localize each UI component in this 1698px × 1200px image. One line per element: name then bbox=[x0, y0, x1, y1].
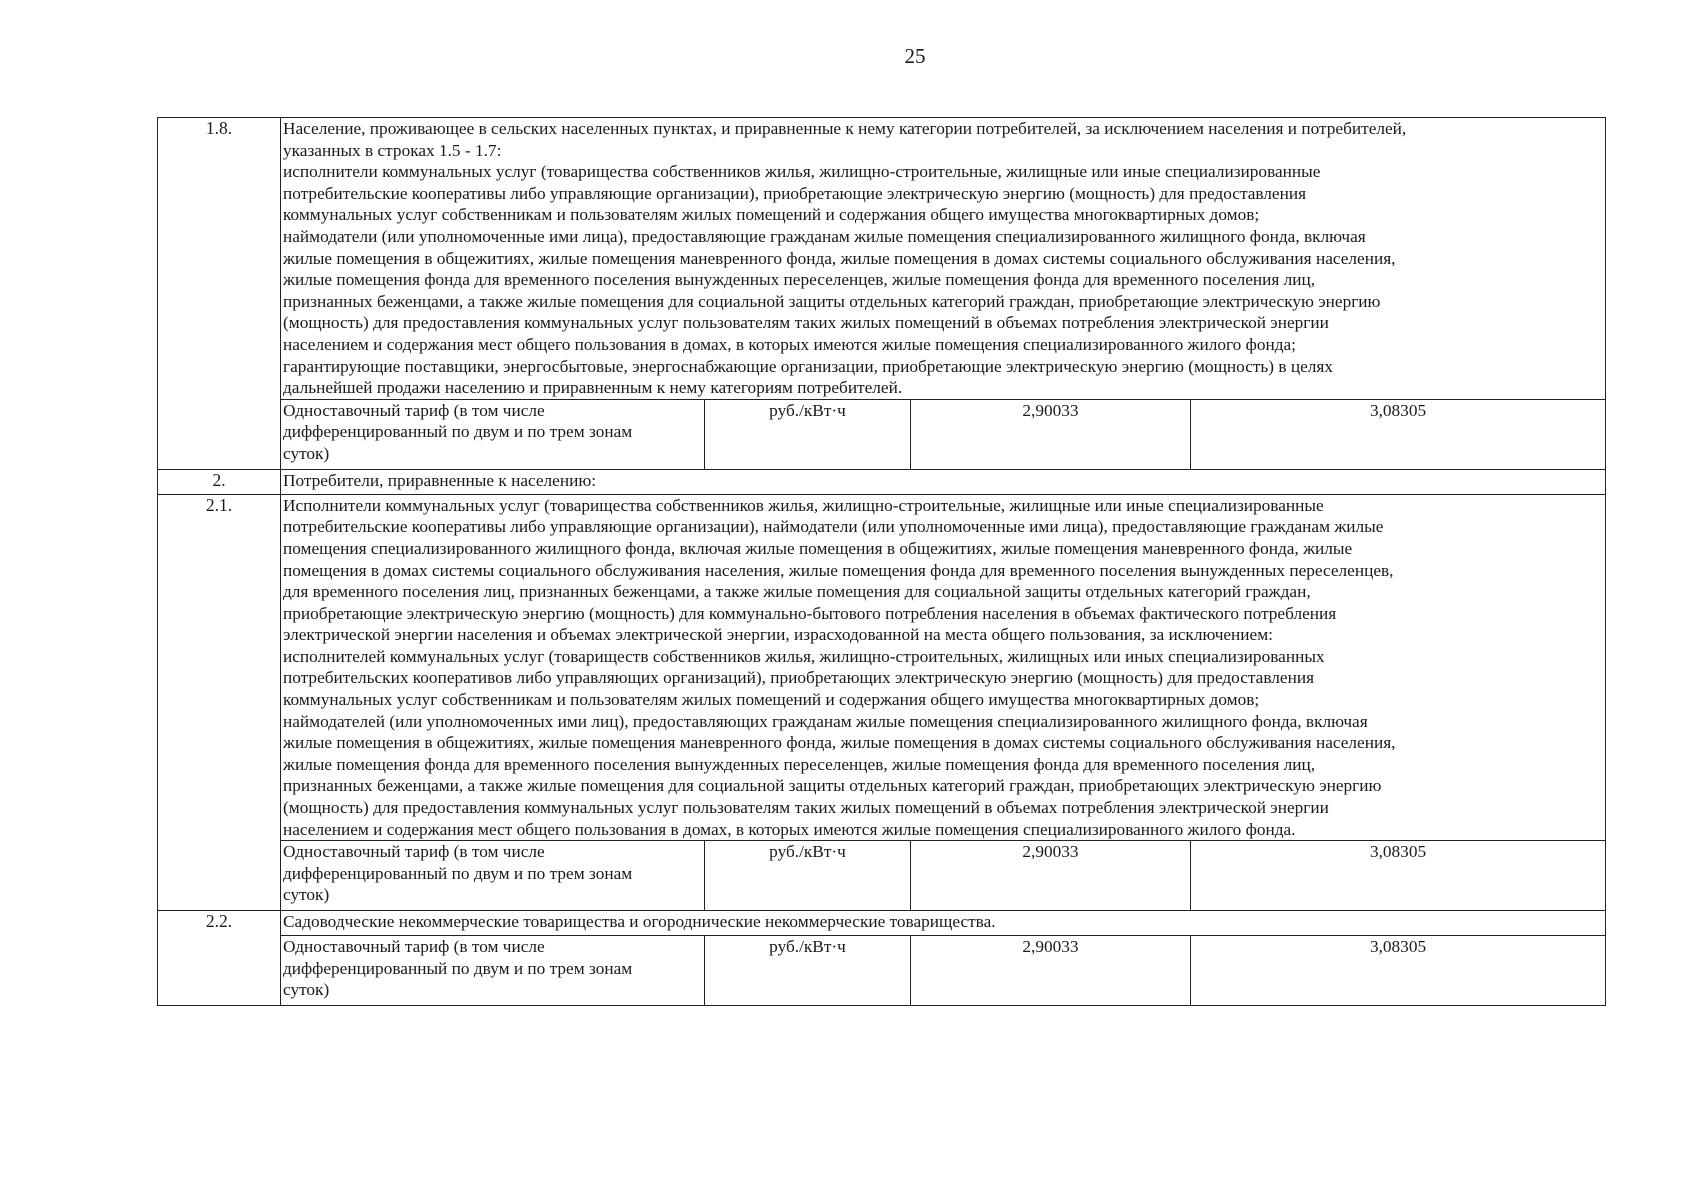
tariff-name-line: дифференцированный по двум и по трем зонам bbox=[283, 958, 633, 978]
tariff-value-2: 3,08305 bbox=[1191, 399, 1606, 469]
desc-line: жилые помещения в общежитиях, жилые помещения маневренного фонда, жилые помещения в домах системы социального обслуживания населения, bbox=[283, 248, 1396, 268]
desc-line: жилые помещения в общежитиях, жилые помещения маневренного фонда, жилые помещения в домах системы социального обслуживания населения, bbox=[283, 733, 1396, 753]
desc-line: приобретающие электрическую энергию (мощность) для коммунально-бытового потребления населения в объемах фактического потребления bbox=[283, 603, 1337, 623]
row-number: 1.8. bbox=[158, 118, 281, 470]
desc-line: указанных в строках 1.5 - 1.7: bbox=[283, 140, 502, 160]
desc-line: помещения в домах системы социального обслуживания населения, жилые помещения фонда для временного поселения вынужденных переселенцев, bbox=[283, 560, 1394, 580]
tariff-name bbox=[281, 936, 705, 1006]
tariff-name bbox=[281, 399, 705, 469]
desc-line: признанных беженцами, а также жилые помещения для социальной защиты отдельных категорий граждан, приобретающие электрическую энергию bbox=[283, 291, 1381, 311]
tariff-name bbox=[281, 841, 705, 911]
tariff-name-line: суток) bbox=[283, 885, 330, 905]
table-row-2-1 bbox=[158, 494, 1606, 841]
desc-line: жилые помещения фонда для временного поселения вынужденных переселенцев, жилые помещения фонда для временного поселения лиц, bbox=[283, 754, 1316, 774]
desc-line: наймодателей (или уполномоченных ими лиц), предоставляющих гражданам жилые помещения специализированного жилищного фонда, включая bbox=[283, 711, 1368, 731]
desc-line: Исполнители коммунальных услуг (товарищества собственников жилья, жилищно-строительные, жилищные или иные специализированные bbox=[283, 495, 1324, 515]
page-number: 25 bbox=[904, 44, 926, 68]
desc-line: гарантирующие поставщики, энергосбытовые, энергоснабжающие организации, приобретающие электрическую энергию (мощность) в целях bbox=[283, 356, 1333, 376]
tariff-table bbox=[157, 117, 1606, 1006]
desc-line: дальнейшей продажи населению и приравненным к нему категориям потребителей. bbox=[283, 378, 903, 398]
row-description bbox=[281, 494, 1606, 841]
row-description: Потребители, приравненные к населению: bbox=[281, 469, 1606, 494]
tariff-name-line: суток) bbox=[283, 980, 330, 1000]
desc-line: потребительских кооперативов либо управляющих организаций), приобретающих электрическую энергию (мощность) для предоставления bbox=[283, 668, 1315, 688]
tariff-value-1: 2,90033 bbox=[911, 841, 1191, 911]
tariff-row-2-1 bbox=[158, 841, 1606, 911]
desc-line: (мощность) для предоставления коммунальных услуг пользователям таких жилых помещений в объемах потребления электрической энергии bbox=[283, 313, 1329, 333]
tariff-name-line: дифференцированный по двум и по трем зонам bbox=[283, 863, 633, 883]
desc-line: исполнители коммунальных услуг (товарищества собственников жилья, жилищно-строительные, жилищные или иные специализированные bbox=[283, 162, 1321, 182]
tariff-value-1: 2,90033 bbox=[911, 936, 1191, 1006]
desc-line: потребительские кооперативы либо управляющие организации), приобретающие электрическую энергию (мощность) для предоставления bbox=[283, 183, 1307, 203]
tariff-name-line: дифференцированный по двум и по трем зонам bbox=[283, 422, 633, 442]
desc-line: населением и содержания мест общего пользования в домах, в которых имеются жилые помещения специализированного жилого фонда; bbox=[283, 334, 1296, 354]
tariff-unit: руб./кВт·ч bbox=[705, 841, 911, 911]
row-description bbox=[281, 118, 1606, 400]
tariff-name-line: Одноставочный тариф (в том числе bbox=[283, 400, 545, 420]
table-row-1-8 bbox=[158, 118, 1606, 400]
row-number: 2. bbox=[158, 469, 281, 494]
desc-line: потребительские кооперативы либо управляющие организации), наймодатели (или уполномоченные ими лица), предоставляющие гражданам жилые bbox=[283, 517, 1384, 537]
tariff-name-line: Одноставочный тариф (в том числе bbox=[283, 937, 545, 957]
desc-line: наймодатели (или уполномоченные ими лица), предоставляющие гражданам жилые помещения специализированного жилищного фонда, включая bbox=[283, 226, 1366, 246]
row-number: 2.2. bbox=[158, 911, 281, 1006]
desc-line: для временного поселения лиц, признанных беженцами, а также жилые помещения для социальной защиты отдельных категорий граждан, bbox=[283, 582, 1311, 602]
desc-line: исполнителей коммунальных услуг (товариществ собственников жилья, жилищно-строительных, жилищных или иных специализированных bbox=[283, 646, 1325, 666]
tariff-value-2: 3,08305 bbox=[1191, 841, 1606, 911]
tariff-unit: руб./кВт·ч bbox=[705, 936, 911, 1006]
desc-line: электрической энергии населения и объемах электрической энергии, израсходованной на места общего пользования, за исключением: bbox=[283, 625, 1273, 645]
tariff-name-line: Одноставочный тариф (в том числе bbox=[283, 842, 545, 862]
tariff-value-1: 2,90033 bbox=[911, 399, 1191, 469]
desc-line: населением и содержания мест общего пользования в домах, в которых имеются жилые помещения специализированного жилого фонда. bbox=[283, 819, 1296, 839]
desc-line: коммунальных услуг собственникам и пользователям жилых помещений и содержания общего имущества многоквартирных домов; bbox=[283, 690, 1260, 710]
tariff-row-2-2 bbox=[158, 936, 1606, 1006]
tariff-value-2: 3,08305 bbox=[1191, 936, 1606, 1006]
row-number: 2.1. bbox=[158, 494, 281, 911]
desc-line: Население, проживающее в сельских населенных пунктах, и приравненные к нему категории потребителей, за исключением населения и потребителей, bbox=[283, 119, 1407, 138]
tariff-unit: руб./кВт·ч bbox=[705, 399, 911, 469]
table-row-2 bbox=[158, 469, 1606, 494]
tariff-row-1-8 bbox=[158, 399, 1606, 469]
tariff-name-line: суток) bbox=[283, 443, 330, 463]
desc-line: признанных беженцами, а также жилые помещения для социальной защиты отдельных категорий граждан, приобретающих электрическую энергию bbox=[283, 776, 1382, 796]
desc-line: коммунальных услуг собственникам и пользователям жилых помещений и содержания общего имущества многоквартирных домов; bbox=[283, 205, 1260, 225]
row-description: Садоводческие некоммерческие товарищества и огороднические некоммерческие товарищества. bbox=[281, 911, 1606, 936]
table-row-2-2 bbox=[158, 911, 1606, 936]
desc-line: жилые помещения фонда для временного поселения вынужденных переселенцев, жилые помещения фонда для временного поселения лиц, bbox=[283, 270, 1316, 290]
desc-line: помещения специализированного жилищного фонда, включая жилые помещения в общежитиях, жилые помещения маневренного фонда, жилые bbox=[283, 538, 1353, 558]
desc-line: (мощность) для предоставления коммунальных услуг пользователям таких жилых помещений в объемах потребления электрической энергии bbox=[283, 798, 1329, 818]
